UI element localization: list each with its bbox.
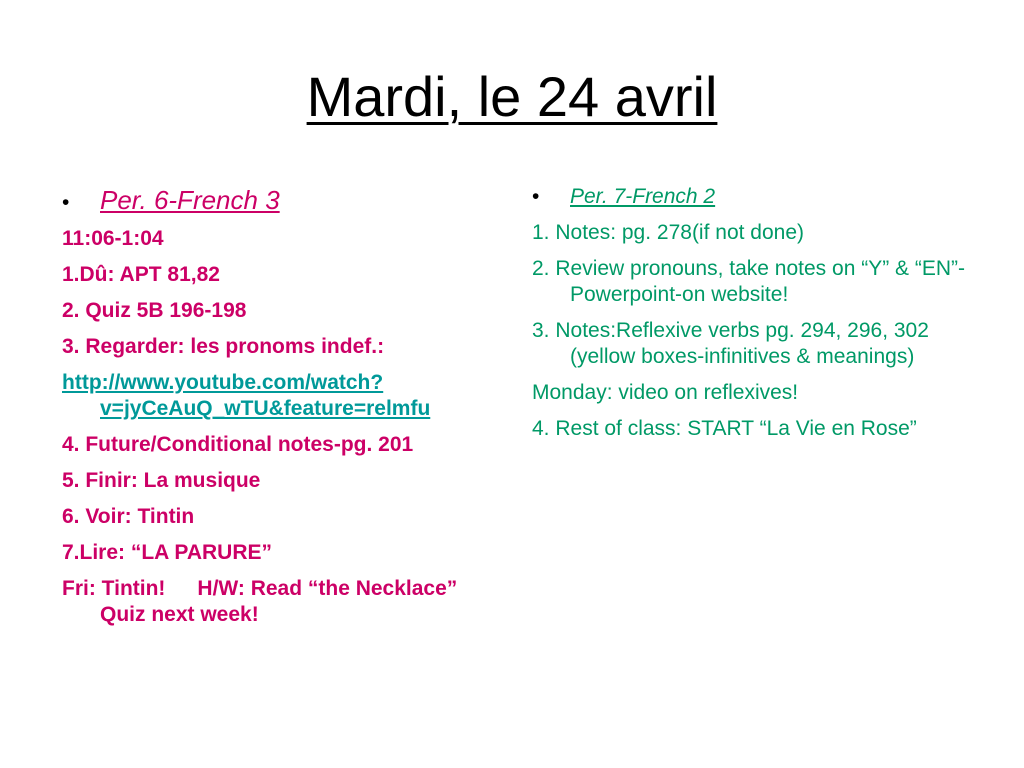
list-item: 1. Notes: pg. 278(if not done) [532, 221, 805, 244]
list-item: 3. Notes:Reflexive verbs pg. 294, 296, 302 (yellow boxes-infinitives & meanings) [532, 319, 929, 368]
slide-title-text: Mardi, le 24 avril [306, 65, 718, 128]
right-column [532, 184, 972, 452]
list-item: 2. Review pronouns, take notes on “Y” & “EN”-Powerpoint-on website! [532, 257, 966, 306]
friday-homework-item [62, 576, 502, 628]
list-item: 4. Future/Conditional notes-pg. 201 [62, 433, 414, 456]
left-column [62, 184, 502, 638]
list-item: 2. Quiz 5B 196-198 [62, 299, 247, 322]
homework-note: H/W: Read “the Necklace” Quiz next week! [100, 577, 458, 626]
list-item: 7.Lire: “LA PARURE” [62, 541, 273, 564]
bullet-icon: • [62, 191, 70, 214]
bullet-icon: • [532, 185, 540, 208]
slide-title [0, 62, 1024, 132]
right-column-heading [532, 184, 972, 210]
list-item: 1.Dû: APT 81,82 [62, 263, 220, 286]
list-item: 3. Regarder: les pronoms indef.: [62, 335, 385, 358]
left-column-heading [62, 184, 502, 216]
youtube-link[interactable]: http://www.youtube.com/watch?v=jyCeAuQ_wTU&feature=relmfu [62, 371, 431, 420]
class-time: 11:06-1:04 [62, 227, 164, 250]
list-item: Monday: video on reflexives! [532, 381, 799, 404]
list-item: 5. Finir: La musique [62, 469, 261, 492]
youtube-link-item [62, 370, 502, 422]
list-item: 4. Rest of class: START “La Vie en Rose” [532, 417, 917, 440]
period-7-heading: Per. 7-French 2 [570, 185, 716, 208]
period-6-heading: Per. 6-French 3 [100, 185, 280, 215]
list-item: 6. Voir: Tintin [62, 505, 195, 528]
friday-note: Fri: Tintin! [62, 577, 166, 600]
